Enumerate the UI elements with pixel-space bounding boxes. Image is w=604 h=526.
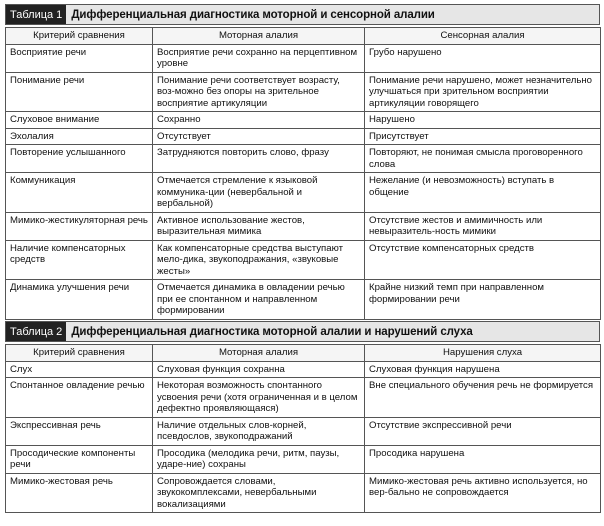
table-row <box>6 361 601 378</box>
table-row <box>6 280 601 320</box>
table-cell: Отсутствие экспрессивной речи <box>365 417 601 445</box>
table-cell: Отмечается динамика в овладении речью при ее спонтанном и направленном формировании <box>153 280 365 320</box>
column-header: Критерий сравнения <box>6 345 153 362</box>
table-cell: Повторяют, не понимая смысла проговоренного слова <box>365 145 601 173</box>
table-cell: Наличие отдельных слов-корней, псевдослов, звукоподражаний <box>153 417 365 445</box>
criterion-cell: Слуховое внимание <box>6 112 153 129</box>
criterion-cell: Динамика улучшения речи <box>6 280 153 320</box>
table-cell: Грубо нарушено <box>365 44 601 72</box>
table-2 <box>5 344 601 513</box>
table-cell: Слуховая функция нарушена <box>365 361 601 378</box>
table-row <box>6 212 601 240</box>
criterion-cell: Восприятие речи <box>6 44 153 72</box>
table-cell: Отмечается стремление к языковой коммуника-ции (невербальной и вербальной) <box>153 173 365 213</box>
criterion-cell: Экспрессивная речь <box>6 417 153 445</box>
table-cell: Сохранно <box>153 112 365 129</box>
table-cell: Вне специального обучения речь не формируется <box>365 378 601 418</box>
criterion-cell: Понимание речи <box>6 72 153 112</box>
table-row <box>6 112 601 129</box>
table-row <box>6 128 601 145</box>
criterion-cell: Повторение услышанного <box>6 145 153 173</box>
criterion-cell: Эхолалия <box>6 128 153 145</box>
table-1-header-row <box>6 28 601 45</box>
criterion-cell: Спонтанное овладение речью <box>6 378 153 418</box>
table-1-title: Дифференциальная диагностика моторной и сенсорной алалии <box>71 8 435 21</box>
criterion-cell: Просодические компоненты речи <box>6 445 153 473</box>
table-cell: Понимание речи нарушено, может незначительно улучшаться при зрительном восприятии артикуляции говорящего <box>365 72 601 112</box>
table-cell: Отсутствие жестов и амимичность или невыразитель-ность мимики <box>365 212 601 240</box>
table-cell: Присутствует <box>365 128 601 145</box>
criterion-cell: Мимико-жестикуляторная речь <box>6 212 153 240</box>
table-cell: Крайне низкий темп при направленном формировании речи <box>365 280 601 320</box>
table-2-title: Дифференциальная диагностика моторной алалии и нарушений слуха <box>71 325 473 338</box>
table-cell: Просодика (мелодика речи, ритм, паузы, ударе-ние) сохраны <box>153 445 365 473</box>
table-cell: Как компенсаторные средства выступают мело-дика, звукоподражания, «звуковые жесты» <box>153 240 365 280</box>
table-cell: Активное использование жестов, выразительная мимика <box>153 212 365 240</box>
column-header: Сенсорная алалия <box>365 28 601 45</box>
table-row <box>6 417 601 445</box>
table-cell: Нежелание (и невозможность) вступать в общение <box>365 173 601 213</box>
criterion-cell: Мимико-жестовая речь <box>6 473 153 513</box>
column-header: Критерий сравнения <box>6 28 153 45</box>
table-row <box>6 473 601 513</box>
table-2-block <box>5 321 600 513</box>
criterion-cell: Коммуникация <box>6 173 153 213</box>
table-row <box>6 378 601 418</box>
table-row <box>6 240 601 280</box>
table-2-caption <box>5 321 600 342</box>
criterion-cell: Слух <box>6 361 153 378</box>
table-2-header-row <box>6 345 601 362</box>
table-1 <box>5 27 601 320</box>
table-2-label: Таблица 2 <box>6 322 66 341</box>
table-cell: Сопровождается словами, звукокомплексами, невербальными вокализациями <box>153 473 365 513</box>
table-cell: Восприятие речи сохранно на перцептивном уровне <box>153 44 365 72</box>
table-cell: Отсутствие компенсаторных средств <box>365 240 601 280</box>
table-row <box>6 173 601 213</box>
table-row <box>6 445 601 473</box>
table-row <box>6 44 601 72</box>
table-1-block <box>5 4 600 320</box>
table-cell: Отсутствует <box>153 128 365 145</box>
table-cell: Некоторая возможность спонтанного усвоения речи (хотя ограниченная и в целом дефектно проявляющаяся) <box>153 378 365 418</box>
table-row <box>6 72 601 112</box>
table-cell: Просодика нарушена <box>365 445 601 473</box>
table-cell: Нарушено <box>365 112 601 129</box>
table-cell: Затрудняются повторить слово, фразу <box>153 145 365 173</box>
criterion-cell: Наличие компенсаторных средств <box>6 240 153 280</box>
table-cell: Слуховая функция сохранна <box>153 361 365 378</box>
table-cell: Мимико-жестовая речь активно используется, но вер-бально не сопровождается <box>365 473 601 513</box>
table-1-label: Таблица 1 <box>6 5 66 24</box>
table-cell: Понимание речи соответствует возрасту, воз-можно без опоры на зрительное восприятие артикуляции <box>153 72 365 112</box>
column-header: Моторная алалия <box>153 345 365 362</box>
column-header: Моторная алалия <box>153 28 365 45</box>
column-header: Нарушения слуха <box>365 345 601 362</box>
table-row <box>6 145 601 173</box>
table-1-caption <box>5 4 600 25</box>
